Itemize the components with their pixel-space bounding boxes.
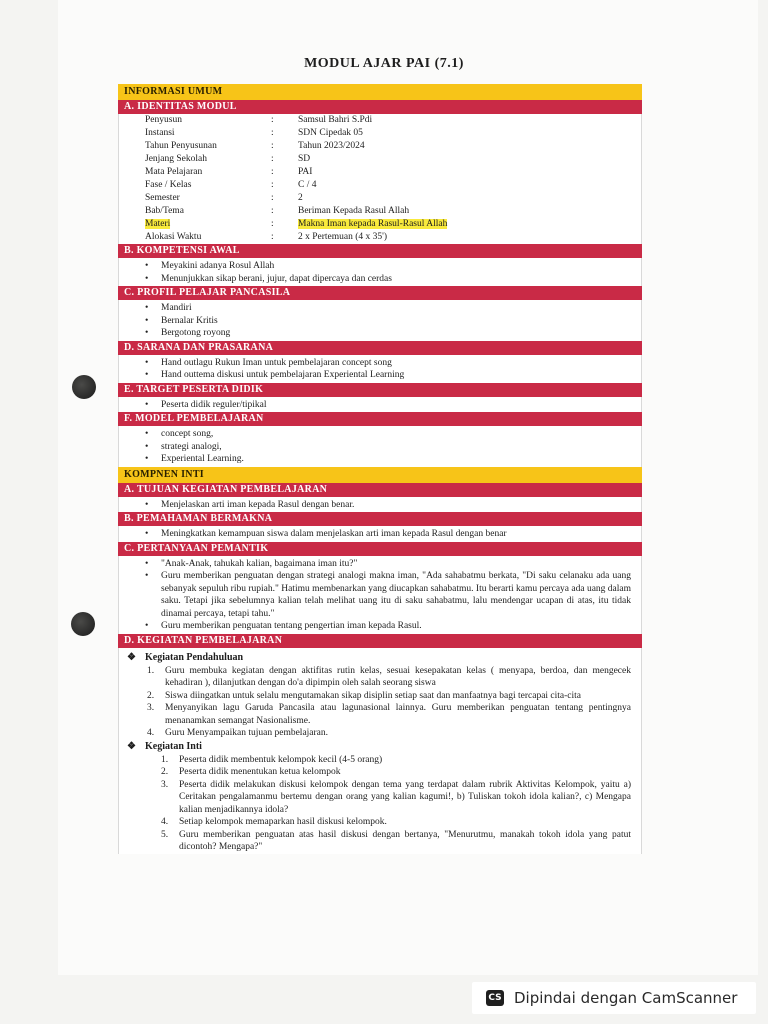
list-item: • Meningkatkan kemampuan siswa dalam menjelaskan arti iman kepada Rasul dengan benar [119,528,641,541]
tujuan-box [118,497,642,513]
list-number: 3. [161,779,169,790]
heading-kegiatan-pembelajaran: D. KEGIATAN PEMBELAJARAN [118,634,642,648]
punch-hole-top [72,375,96,399]
list-item: • Peserta didik reguler/tipikal [119,399,641,412]
pemahaman-box [118,526,642,542]
subheading-text: Kegiatan Inti [145,740,202,752]
list-item [119,754,641,767]
list-text: Guru membuka kegiatan dengan aktifitas rutin kelas, sesuai kesepakatan kelas ( menyapa, berdoa, dan mengecek kehadiran ), dilanjutkan dengan do'a dipimpin oleh salah seorang siswa [165,665,631,688]
camscanner-watermark [472,982,756,1014]
identitas-colon: : [271,128,274,138]
diamond-bullet-icon: ❖ [127,740,136,752]
identitas-key: Semester [145,193,180,203]
list-text: Peserta didik menentukan ketua kelompok [179,767,341,777]
profil-box [118,300,642,341]
camscanner-logo-icon: CS [486,990,504,1006]
identitas-value: PAI [298,167,313,177]
list-number: 3. [147,703,155,713]
list-number: 2. [161,767,169,777]
identitas-key: Tahun Penyusunan [145,141,217,151]
target-box [118,397,642,413]
list-item [119,816,641,829]
heading-target-peserta: E. TARGET PESERTA DIDIK [118,383,642,397]
sarana-box [118,355,642,383]
list-item: • Bergotong royong [119,327,641,340]
list-item: • Guru memberikan penguatan dengan strategi analogi makna iman, "Ada sahabatmu berkata, "Di saku celanaku ada uang sebanyak sepuluh ribu rupiah." Hatimu membenarkan yang diucapkan sahabatmu. Itu berarti kamu percaya ada uang dalam saku. Tetapi jika sebelumnya kalian telah melihat uang itu di saku sahabatmu, lalu mendengar ucapan di atas, itu tidak dinamai percaya, tetapi tahu." [119,570,641,620]
identitas-value: Beriman Kepada Rasul Allah [298,206,410,216]
identitas-value: Tahun 2023/2024 [298,141,365,151]
kompetensi-awal-box [118,258,642,286]
identitas-value: C / 4 [298,180,317,190]
list-number: 1. [147,665,155,676]
identitas-key: Materi [145,219,171,229]
diamond-bullet-icon: ❖ [127,651,136,663]
heading-kompetensi-awal: B. KOMPETENSI AWAL [118,244,642,258]
identitas-colon: : [271,154,274,164]
heading-sarana-prasarana: D. SARANA DAN PRASARANA [118,341,642,355]
list-item: • strategi analogi, [119,441,641,454]
identitas-colon: : [271,206,274,216]
identitas-colon: : [271,232,274,242]
section-informasi-umum: INFORMASI UMUM [118,84,642,100]
kegiatan-box [118,648,642,854]
watermark-text: Dipindai dengan CamScanner [514,989,738,1007]
list-item: • Menunjukkan sikap berani, jujur, dapat dipercaya dan cerdas [119,273,641,286]
list-item: • Hand outlagu Rukun Iman untuk pembelajaran concept song [119,357,641,370]
identitas-row [145,127,447,140]
list-text: Siswa diingatkan untuk selalu mengutamakan sikap disiplin setiap saat dan manfaatnya bagi tercapai cita-cita [165,690,582,701]
identitas-colon: : [271,193,274,203]
identitas-colon: : [271,180,274,190]
subheading-text: Kegiatan Pendahuluan [145,651,244,663]
identitas-key: Bab/Tema [145,206,184,216]
list-item: • "Anak-Anak, tahukah kalian, bagaimana iman itu?" [119,558,641,571]
identitas-key: Jenjang Sekolah [145,154,208,164]
identitas-row [145,153,447,166]
heading-pertanyaan-pemantik: C. PERTANYAAN PEMANTIK [118,542,642,556]
identitas-key: Mata Pelajaran [145,167,203,177]
list-text: Menyanyikan lagu Garuda Pancasila atau lagunasional lainnya. Guru memberikan penguatan tentang pentingnya menanamkan semangat Nasionalisme. [165,703,631,726]
subheading-pendahuluan [119,651,641,665]
identitas-value: 2 [298,193,303,203]
identitas-box [118,114,642,244]
identitas-colon: : [271,141,274,151]
document-title: MODUL AJAR PAI (7.1) [304,56,464,71]
identitas-key: Alokasi Waktu [145,232,202,242]
pertanyaan-box [118,556,642,634]
list-item: • Experiental Learning. [119,453,641,466]
list-text: Peserta didik membentuk kelompok kecil (4-5 orang) [179,754,383,765]
list-number: 2. [147,690,155,701]
list-number: 1. [161,754,169,765]
identitas-value: Samsul Bahri S.Pdi [298,115,373,125]
identitas-colon: : [271,115,274,125]
subheading-inti [119,740,641,754]
identitas-row [145,166,447,179]
list-text: Guru Menyampaikan tujuan pembelajaran. [165,728,329,738]
identitas-row [145,179,447,192]
list-item: • Bernalar Kritis [119,315,641,328]
list-item: • Menjelaskan arti iman kepada Rasul dengan benar. [119,499,641,512]
identitas-row [145,205,447,218]
list-item [119,727,641,740]
heading-identitas-modul: A. IDENTITAS MODUL [118,100,642,114]
list-item: • Mandiri [119,302,641,315]
identitas-key: Instansi [145,128,175,138]
heading-model-pembelajaran: F. MODEL PEMBELAJARAN [118,412,642,426]
punch-hole-bottom [71,612,95,636]
list-item [119,779,641,817]
model-box [118,426,642,467]
list-item [119,665,641,690]
identitas-colon: : [271,167,274,177]
list-text: Peserta didik melakukan diskusi kelompok dengan tema yang terdapat dalam rubrik Aktivitas Kelompok, yaitu a) Ceritakan pengalamanmu bertemu dengan orang yang kalian kagumi!, b) Tuliskan tokoh idola kalian?, c) Mengapa kalian menjadikannya idola? [179,779,631,815]
section-komponen-inti: KOMPNEN INTI [118,467,642,483]
heading-profil-pelajar: C. PROFIL PELAJAR PANCASILA [118,286,642,300]
identitas-value: Makna Iman kepada Rasul-Rasul Allah [298,219,448,229]
identitas-row [145,231,447,244]
identitas-row [145,192,447,205]
identitas-row-materi [145,218,447,231]
list-number: 5. [161,829,169,840]
list-text: Setiap kelompok memaparkan hasil diskusi kelompok. [179,817,387,827]
list-text: Guru memberikan penguatan atas hasil diskusi dengan bertanya, "Menurutmu, manakah tokoh idola yang patut dicontoh? Mengapa?" [179,829,631,852]
identitas-value: SD [298,154,311,164]
identitas-value: SDN Cipedak 05 [298,128,363,138]
identitas-colon: : [271,219,274,229]
identitas-key: Fase / Kelas [145,180,192,190]
list-item [119,766,641,779]
identitas-value: 2 x Pertemuan (4 x 35') [298,232,388,242]
list-number: 4. [147,728,155,738]
list-item [119,829,641,854]
list-item: • Meyakini adanya Rosul Allah [119,260,641,273]
heading-tujuan-kegiatan: A. TUJUAN KEGIATAN PEMBELAJARAN [118,483,642,497]
list-item [119,702,641,727]
list-item: • concept song, [119,428,641,441]
identitas-row [145,140,447,153]
list-item: • Guru memberikan penguatan tentang pengertian iman kepada Rasul. [119,620,641,633]
heading-pemahaman-bermakna: B. PEMAHAMAN BERMAKNA [118,512,642,526]
list-item: • Hand outtema diskusi untuk pembelajaran Experiental Learning [119,369,641,382]
identitas-row [145,114,447,127]
module-sheet [118,84,642,854]
list-item [119,690,641,703]
identitas-key: Penyusun [145,115,182,125]
identitas-table [145,114,447,244]
list-number: 4. [161,817,169,827]
